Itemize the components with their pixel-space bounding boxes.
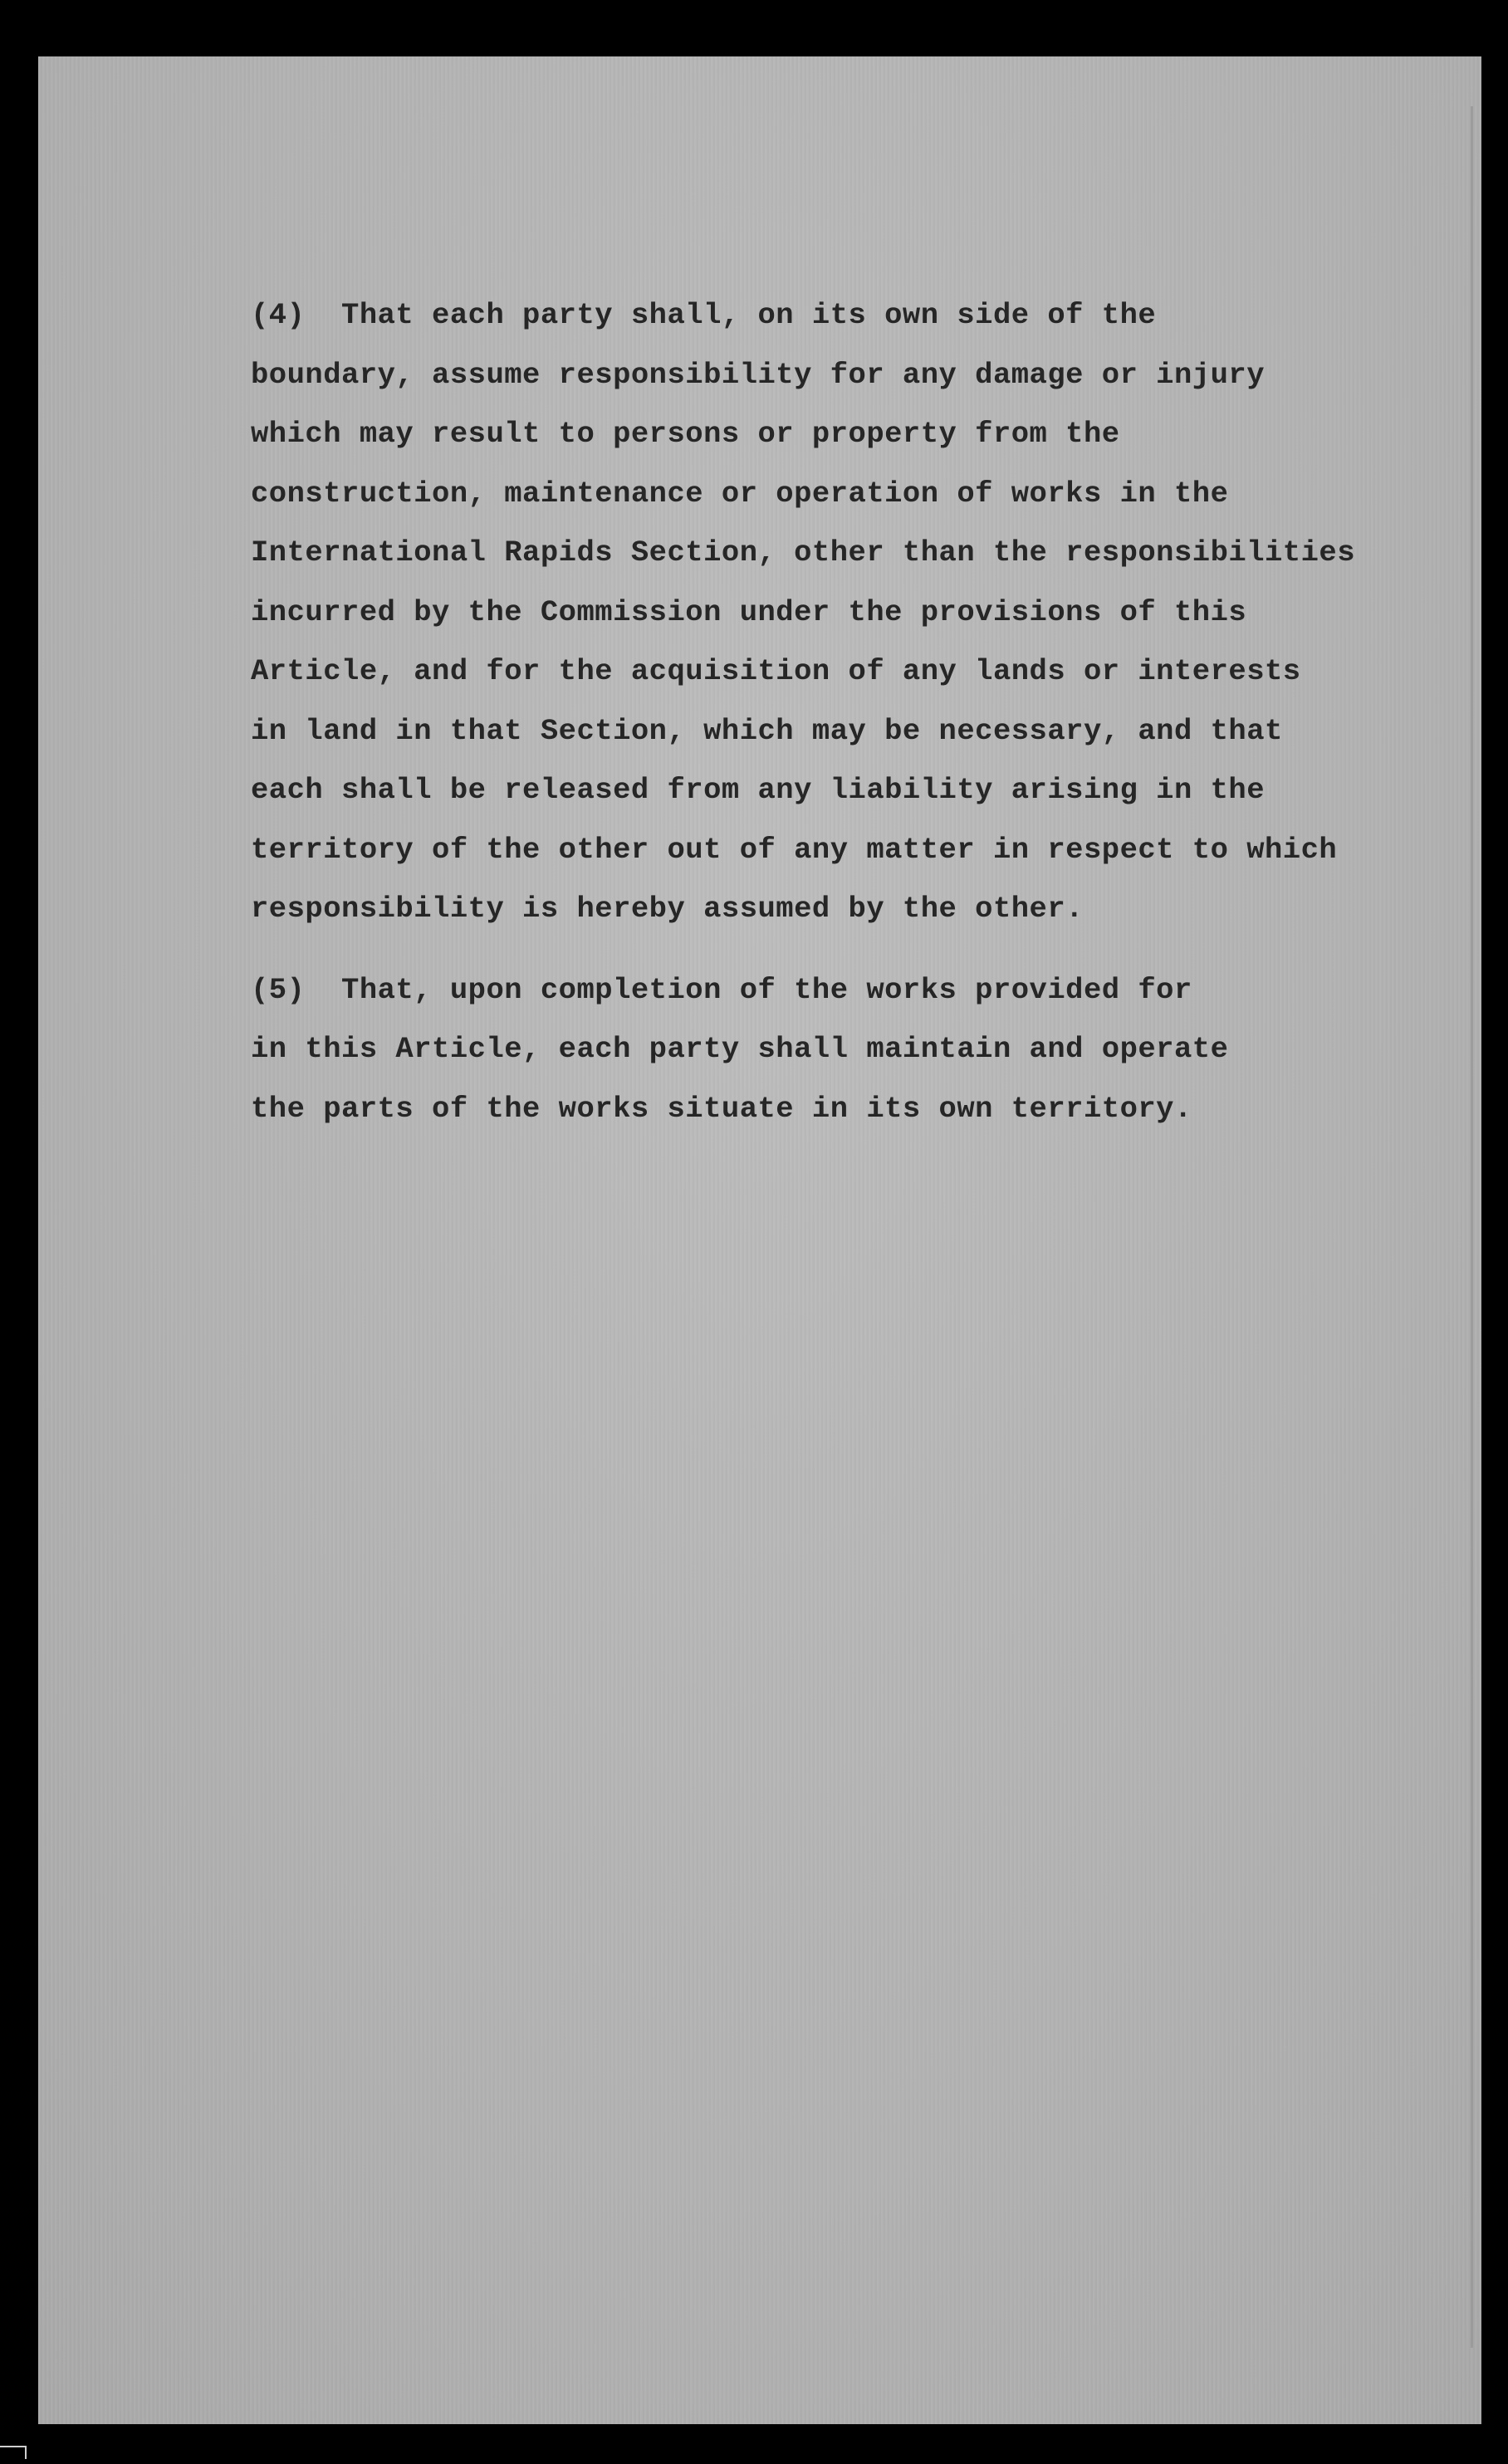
page-edge — [1471, 106, 1473, 2348]
text-line: in land in that Section, which may be necessary, and that — [251, 713, 1283, 748]
paragraph-5 — [251, 961, 1430, 1139]
text-line: responsibility is hereby assumed by the other. — [251, 892, 1084, 926]
typed-text-block — [251, 286, 1430, 1138]
text-line: boundary, assume responsibility for any damage or injury — [251, 357, 1265, 392]
document-page — [38, 56, 1481, 2424]
text-line: Article, and for the acquisition of any lands or interests — [251, 654, 1301, 688]
text-line: each shall be released from any liability arising in the — [251, 773, 1265, 807]
text-line: (5) That, upon completion of the works provided for — [251, 972, 1192, 1007]
paragraph-4 — [251, 286, 1430, 939]
text-line: in this Article, each party shall maintain and operate — [251, 1032, 1229, 1066]
text-line: (4) That each party shall, on its own side of the — [251, 298, 1157, 332]
text-line: construction, maintenance or operation of works in the — [251, 476, 1229, 511]
text-line: the parts of the works situate in its own territory. — [251, 1091, 1192, 1126]
text-line: International Rapids Section, other than the responsibilities — [251, 535, 1356, 570]
text-line: incurred by the Commission under the provisions of this — [251, 594, 1247, 629]
text-line: which may result to persons or property from the — [251, 417, 1120, 451]
text-line: territory of the other out of any matter in respect to which — [251, 832, 1338, 867]
film-corner-mark — [0, 2446, 27, 2459]
